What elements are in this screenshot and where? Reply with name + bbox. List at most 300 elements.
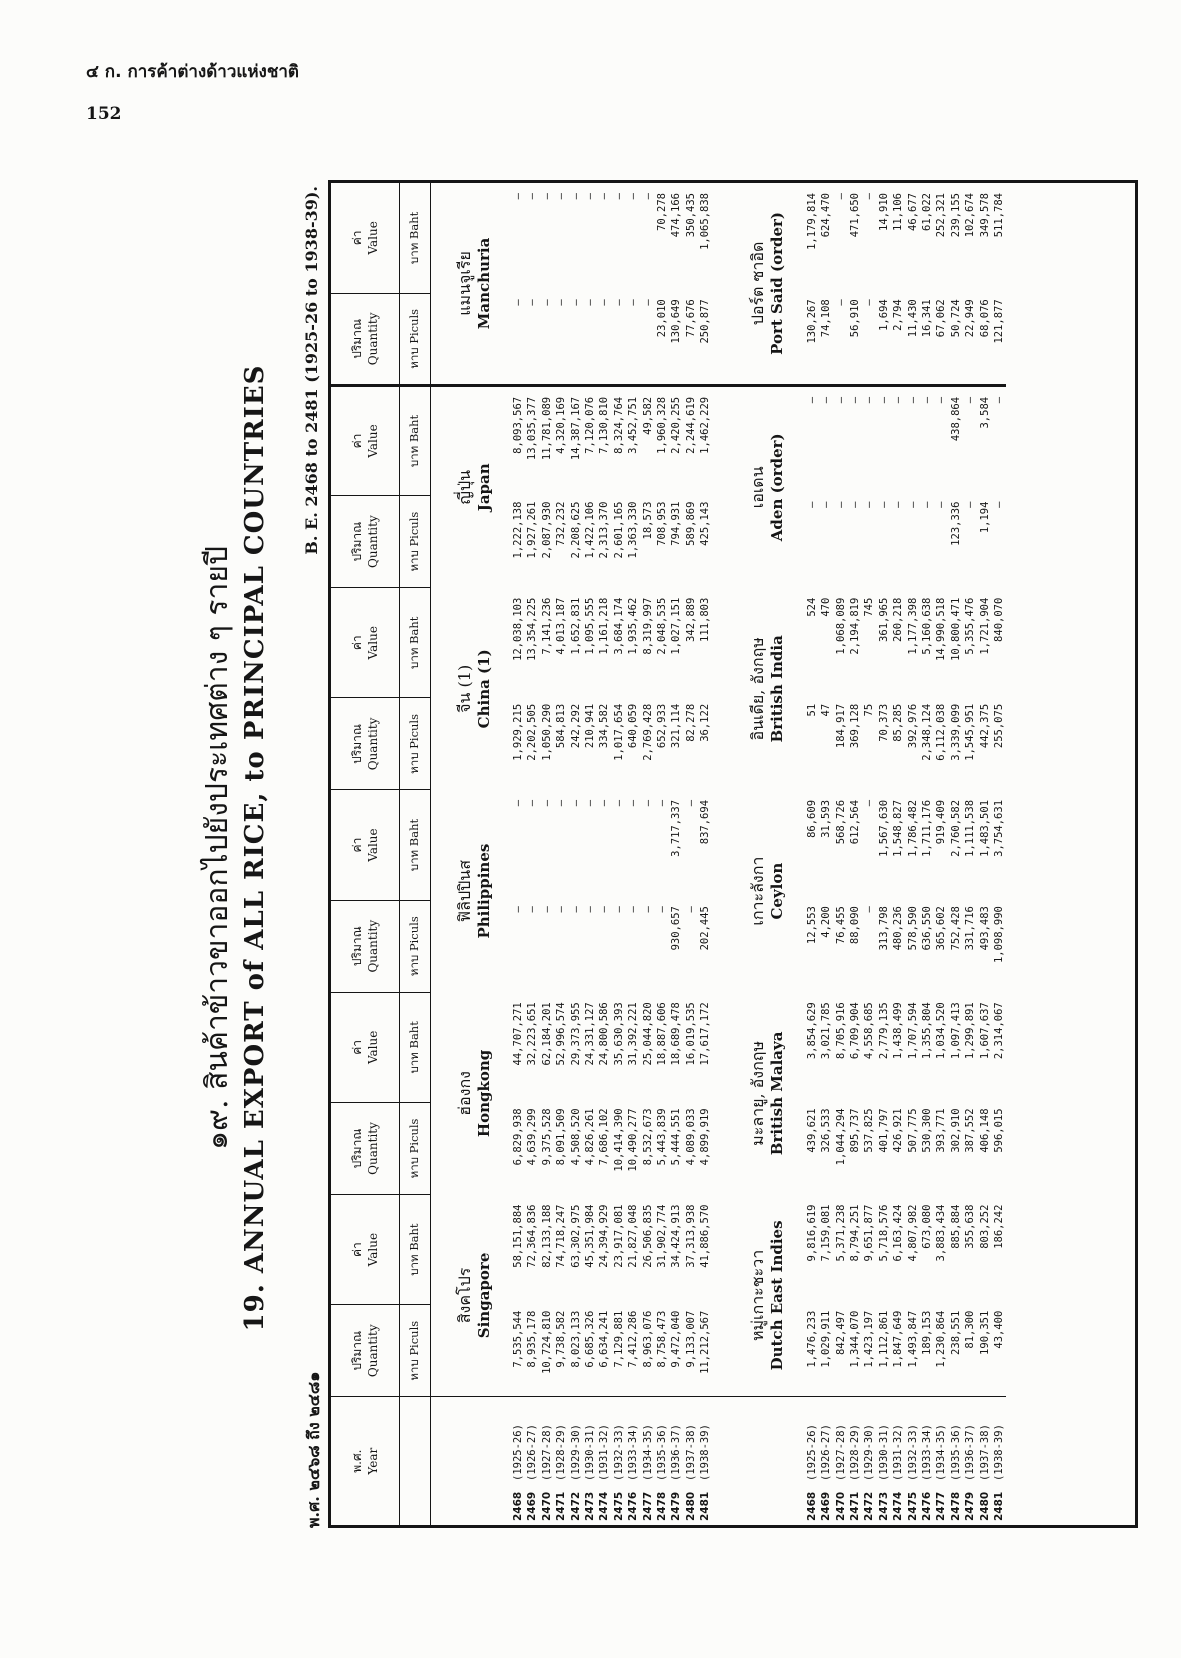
year-line bbox=[978, 1397, 992, 1525]
year-line bbox=[684, 1397, 698, 1525]
quantity-cell: 85,285 bbox=[892, 703, 905, 742]
quantity-cell: 2,087,930 bbox=[540, 501, 553, 559]
year-line bbox=[834, 1397, 848, 1525]
quantity-cell: 302,910 bbox=[949, 1108, 962, 1153]
table-body bbox=[431, 183, 1007, 1525]
value-cell: 1,095,555 bbox=[584, 597, 597, 655]
value-cell: 2,779,135 bbox=[877, 1002, 890, 1060]
spacer-cell bbox=[713, 992, 731, 1102]
value-cell: 31,392,221 bbox=[627, 1002, 640, 1066]
value-cell: 61,022 bbox=[920, 193, 933, 231]
value-cell: 673,080 bbox=[920, 1204, 933, 1249]
quantity-cell: 2,313,370 bbox=[598, 501, 611, 559]
unit-year-cell bbox=[400, 1397, 431, 1525]
quantity-cell: 184,917 bbox=[834, 703, 847, 749]
value-cell: 12,038,103 bbox=[512, 597, 524, 661]
value-cell: 745 bbox=[863, 597, 876, 617]
quantity-cell: 640,059 bbox=[627, 703, 640, 749]
quantity-cell: — bbox=[892, 501, 905, 508]
quantity-cell: 425,143 bbox=[699, 501, 712, 546]
table-frame bbox=[328, 180, 1138, 1528]
value-cell: — bbox=[964, 396, 977, 404]
quantity-cell: — bbox=[512, 299, 524, 306]
value-cell: 1,721,904 bbox=[978, 597, 991, 655]
value-cell: 86,609 bbox=[805, 799, 818, 838]
quantity-cell: 652,933 bbox=[656, 703, 669, 749]
year-line bbox=[626, 1397, 640, 1525]
country-row bbox=[437, 183, 511, 1525]
unit-baht: บาท Baht bbox=[400, 385, 431, 495]
quantity-cell: 36,122 bbox=[699, 703, 712, 742]
quantity-cell: 537,825 bbox=[863, 1108, 876, 1153]
value-cell: 511,784 bbox=[992, 193, 1005, 238]
country-name-en: Singapore bbox=[474, 1252, 493, 1339]
value-cell: — bbox=[684, 799, 697, 807]
country-name-en: Japan bbox=[474, 463, 493, 512]
value-cell: 111,803 bbox=[699, 597, 712, 642]
quantity-cell: 708,953 bbox=[656, 501, 669, 546]
quantity-header-en: Quantity bbox=[366, 717, 380, 771]
value-cell: 1,161,218 bbox=[598, 597, 611, 655]
value-header-th: ค่า bbox=[349, 635, 364, 651]
value-cell: 1,299,891 bbox=[964, 1002, 977, 1060]
quantity-cell: 2,794 bbox=[892, 299, 905, 331]
value-cell: — bbox=[526, 799, 539, 807]
year-ce: (1928-29) bbox=[555, 1424, 568, 1481]
quantity-cell: 250,877 bbox=[699, 299, 712, 344]
year-ce: (1938-39) bbox=[992, 1424, 1005, 1481]
value-cell: 1,097,413 bbox=[949, 1002, 962, 1060]
quantity-cell: 82,278 bbox=[684, 703, 697, 742]
year-be: 2473 bbox=[584, 1491, 597, 1521]
value-cell: 885,884 bbox=[949, 1204, 962, 1249]
year-line bbox=[612, 1397, 626, 1525]
quantity-cell: 334,582 bbox=[598, 703, 611, 749]
quantity-column bbox=[511, 1305, 713, 1397]
quantity-cell: 51 bbox=[805, 703, 818, 717]
value-header-en: Value bbox=[366, 1232, 380, 1267]
year-be: 2474 bbox=[598, 1491, 611, 1521]
quantity-column bbox=[805, 496, 1007, 588]
quantity-cell: — bbox=[612, 299, 625, 306]
quantity-cell: 794,931 bbox=[670, 501, 683, 546]
value-cell: — bbox=[540, 799, 553, 807]
value-cell: 1,111,538 bbox=[964, 799, 977, 857]
quantity-cell: 22,949 bbox=[964, 299, 977, 338]
value-cell: 17,617,172 bbox=[699, 1002, 712, 1066]
country-name-en: Philippines bbox=[474, 843, 493, 939]
year-ce: (1927-28) bbox=[834, 1424, 847, 1481]
year-be: 2481 bbox=[992, 1491, 1005, 1521]
value-cell: 4,807,982 bbox=[906, 1204, 919, 1262]
value-cell: 14,387,167 bbox=[569, 396, 582, 461]
value-cell: 31,593 bbox=[820, 799, 833, 838]
country-name-en: Aden (order) bbox=[768, 433, 787, 542]
spacer-cell bbox=[713, 385, 731, 495]
value-cell: 524 bbox=[805, 597, 818, 617]
spacer-cell bbox=[713, 496, 731, 588]
value-cell: 6,163,424 bbox=[892, 1204, 905, 1262]
quantity-header-th: ปริมาณ bbox=[349, 1330, 364, 1371]
value-cell: 62,184,201 bbox=[540, 1002, 553, 1066]
quantity-cell: 584,813 bbox=[555, 703, 568, 749]
year-ce: (1925-26) bbox=[512, 1424, 524, 1481]
spacer-row bbox=[713, 183, 731, 1525]
quantity-column bbox=[511, 1102, 713, 1194]
quantity-cell: 5,443,839 bbox=[656, 1108, 669, 1166]
quantity-cell: 1,029,911 bbox=[820, 1310, 833, 1368]
year-be: 2477 bbox=[641, 1491, 654, 1521]
year-ce: (1929-30) bbox=[569, 1424, 582, 1481]
quantity-cell: — bbox=[992, 501, 1005, 508]
quantity-cell: 732,232 bbox=[555, 501, 568, 546]
value-cell: 474,166 bbox=[670, 193, 683, 238]
country-name-cell bbox=[437, 588, 511, 790]
quantity-cell: — bbox=[598, 906, 611, 913]
country-name-cell bbox=[731, 183, 805, 385]
year-be: 2472 bbox=[569, 1491, 582, 1521]
unit-piculs: หาบ Piculs bbox=[400, 1102, 431, 1194]
quantity-cell: 9,472,040 bbox=[670, 1310, 683, 1368]
value-cell: — bbox=[656, 799, 669, 807]
value-cell: 5,160,638 bbox=[920, 597, 933, 655]
unit-baht: บาท Baht bbox=[400, 1195, 431, 1305]
quantity-cell: 1,422,106 bbox=[584, 501, 597, 559]
quantity-cell: 636,550 bbox=[920, 906, 933, 951]
value-column bbox=[805, 385, 1007, 495]
quantity-cell: — bbox=[569, 299, 582, 306]
year-ce: (1932-33) bbox=[906, 1424, 919, 1481]
quantity-cell: 6,112,038 bbox=[935, 703, 948, 761]
quantity-cell: — bbox=[834, 501, 847, 508]
quantity-cell: 1,344,070 bbox=[848, 1310, 861, 1368]
quantity-cell: 1,017,654 bbox=[612, 703, 625, 761]
quantity-cell: 313,798 bbox=[877, 906, 890, 951]
value-cell: 1,355,804 bbox=[920, 1002, 933, 1060]
value-cell: 13,035,377 bbox=[526, 396, 539, 461]
value-cell: 3,754,631 bbox=[992, 799, 1005, 857]
value-cell: 438,864 bbox=[949, 396, 962, 442]
quantity-cell: 1,230,864 bbox=[935, 1310, 948, 1368]
quantity-cell: 123,336 bbox=[949, 501, 962, 546]
value-cell: 11,781,089 bbox=[540, 396, 553, 461]
unit-row bbox=[400, 183, 431, 1525]
value-header-th: ค่า bbox=[349, 1039, 364, 1055]
value-cell: 361,965 bbox=[877, 597, 890, 642]
country-name-th: ฮ่องกง bbox=[454, 1071, 474, 1116]
value-cell: 9,816,619 bbox=[805, 1204, 818, 1262]
quantity-header bbox=[331, 496, 400, 588]
quantity-cell: 1,927,261 bbox=[526, 501, 539, 559]
quantity-cell: 8,963,076 bbox=[641, 1310, 654, 1368]
unit-baht: บาท Baht bbox=[400, 790, 431, 900]
value-cell: 470 bbox=[820, 597, 833, 617]
page-number: 152 bbox=[86, 104, 122, 124]
quantity-cell: 10,724,810 bbox=[540, 1310, 553, 1374]
value-cell: 3,452,751 bbox=[627, 396, 640, 454]
value-cell: — bbox=[863, 396, 876, 404]
year-line bbox=[934, 1397, 948, 1525]
quantity-cell: 7,412,286 bbox=[627, 1310, 640, 1368]
value-cell: 1,548,827 bbox=[892, 799, 905, 857]
value-cell: — bbox=[641, 799, 654, 807]
value-cell: 1,707,594 bbox=[906, 1002, 919, 1060]
quantity-cell: — bbox=[555, 906, 568, 913]
value-cell: 11,106 bbox=[892, 193, 905, 231]
value-cell: 3,584 bbox=[978, 396, 991, 429]
quantity-cell: — bbox=[863, 501, 876, 508]
quantity-cell: 6,829,938 bbox=[512, 1108, 524, 1166]
quantity-cell: 255,075 bbox=[992, 703, 1005, 749]
quantity-cell: 1,112,861 bbox=[877, 1310, 890, 1368]
quantity-cell: 4,200 bbox=[820, 906, 833, 938]
quantity-column bbox=[805, 698, 1007, 790]
value-header bbox=[331, 790, 400, 900]
value-header-th: ค่า bbox=[349, 433, 364, 449]
year-line bbox=[848, 1397, 862, 1525]
year-be: 2472 bbox=[863, 1491, 876, 1521]
quantity-cell: 3,339,099 bbox=[949, 703, 962, 761]
value-cell: — bbox=[627, 193, 640, 200]
year-ce: (1935-36) bbox=[656, 1424, 669, 1481]
value-header-en: Value bbox=[366, 424, 380, 458]
spacer-cell bbox=[713, 1102, 731, 1194]
spacer-cell bbox=[713, 1397, 731, 1525]
value-cell: 342,889 bbox=[684, 597, 697, 642]
value-cell: — bbox=[612, 193, 625, 200]
value-cell: 23,917,081 bbox=[612, 1204, 625, 1268]
quantity-header-en: Quantity bbox=[366, 515, 380, 568]
year-ce: (1938-39) bbox=[699, 1424, 712, 1481]
quantity-cell: 210,941 bbox=[584, 703, 597, 749]
quantity-cell: — bbox=[555, 299, 568, 306]
year-ce: (1936-37) bbox=[670, 1424, 683, 1481]
value-cell: 239,155 bbox=[949, 193, 962, 238]
quantity-cell: 7,535,544 bbox=[512, 1310, 524, 1368]
quantity-header-th: ปริมาณ bbox=[349, 723, 364, 764]
quantity-cell: — bbox=[863, 906, 876, 913]
country-name-cell bbox=[437, 790, 511, 992]
value-cell: 1,027,151 bbox=[670, 597, 683, 655]
year-line bbox=[949, 1397, 963, 1525]
quantity-cell: 2,769,428 bbox=[641, 703, 654, 761]
quantity-cell: — bbox=[627, 906, 640, 913]
value-cell: 2,314,067 bbox=[992, 1002, 1005, 1060]
value-cell: 4,558,685 bbox=[863, 1002, 876, 1060]
spacer-cell bbox=[713, 900, 731, 992]
value-cell: 1,065,838 bbox=[699, 193, 712, 250]
year-line bbox=[597, 1397, 611, 1525]
value-cell: 612,564 bbox=[848, 799, 861, 845]
quantity-cell: 439,621 bbox=[805, 1108, 818, 1153]
quantity-cell: 67,062 bbox=[935, 299, 948, 338]
value-cell: 14,990,518 bbox=[935, 597, 948, 661]
value-cell: 568,726 bbox=[834, 799, 847, 845]
value-cell: — bbox=[512, 799, 524, 807]
quantity-cell: 76,455 bbox=[834, 906, 847, 945]
quantity-cell: — bbox=[598, 299, 611, 306]
quantity-cell: — bbox=[935, 501, 948, 508]
value-cell: 18,689,478 bbox=[670, 1002, 683, 1066]
value-cell: 1,068,089 bbox=[834, 597, 847, 655]
quantity-cell: 1,044,294 bbox=[834, 1108, 847, 1166]
value-cell: 3,883,434 bbox=[935, 1204, 948, 1262]
value-cell: 8,093,567 bbox=[512, 396, 524, 454]
quantity-cell: 8,091,509 bbox=[555, 1108, 568, 1166]
year-be: 2481 bbox=[699, 1491, 712, 1521]
quantity-cell: 7,686,102 bbox=[598, 1108, 611, 1166]
year-line bbox=[891, 1397, 905, 1525]
quantity-cell: 752,428 bbox=[949, 906, 962, 951]
value-cell: — bbox=[834, 193, 847, 200]
value-column bbox=[805, 588, 1007, 698]
data-row bbox=[511, 183, 713, 1525]
year-line bbox=[698, 1397, 712, 1525]
country-name-th: ฟิลิปปินส bbox=[454, 860, 474, 923]
quantity-cell: 8,023,133 bbox=[569, 1310, 582, 1368]
value-header-en: Value bbox=[366, 828, 380, 862]
value-cell: — bbox=[612, 799, 625, 807]
value-cell: 5,718,576 bbox=[877, 1204, 890, 1262]
quantity-cell: 2,202,505 bbox=[526, 703, 539, 761]
quantity-cell: 369,128 bbox=[848, 703, 861, 749]
value-cell: 919,409 bbox=[935, 799, 948, 845]
value-cell: 1,652,831 bbox=[569, 597, 582, 655]
year-be: 2469 bbox=[820, 1491, 833, 1521]
country-name-th: หมู่เกาะชะวา bbox=[748, 1249, 768, 1342]
year-ce: (1926-27) bbox=[820, 1424, 833, 1481]
quantity-cell: — bbox=[641, 299, 654, 306]
country-name-en: Manchuria bbox=[474, 237, 493, 330]
quantity-cell: — bbox=[656, 906, 669, 913]
value-cell: 3,684,174 bbox=[612, 597, 625, 655]
quantity-cell: 81,300 bbox=[964, 1310, 977, 1349]
quantity-cell: 18,573 bbox=[641, 501, 654, 540]
year-be: 2468 bbox=[512, 1491, 524, 1521]
quantity-cell: 1,423,197 bbox=[863, 1310, 876, 1368]
year-be: 2469 bbox=[526, 1491, 539, 1521]
rice-export-table bbox=[331, 183, 1006, 1525]
quantity-cell: 2,348,124 bbox=[920, 703, 933, 761]
value-cell: 24,394,929 bbox=[598, 1204, 611, 1268]
year-ce: (1934-35) bbox=[935, 1424, 948, 1481]
value-column bbox=[511, 790, 713, 900]
data-row bbox=[805, 183, 1007, 1525]
country-name-th: มะลายู, อังกฤษ bbox=[748, 1040, 768, 1146]
value-header bbox=[331, 183, 400, 293]
quantity-cell: 4,508,520 bbox=[569, 1108, 582, 1166]
quantity-cell: 589,869 bbox=[684, 501, 697, 546]
value-cell: 350,435 bbox=[684, 193, 697, 238]
value-cell: 803,252 bbox=[978, 1204, 991, 1249]
header-row bbox=[331, 183, 400, 1525]
value-header-th: ค่า bbox=[349, 1242, 364, 1257]
year-line bbox=[641, 1397, 655, 1525]
quantity-cell: 507,775 bbox=[906, 1108, 919, 1153]
quantity-cell: 70,373 bbox=[877, 703, 890, 742]
quantity-cell: — bbox=[863, 299, 876, 306]
year-header-en: Year bbox=[366, 1447, 380, 1475]
quantity-cell: 387,552 bbox=[964, 1108, 977, 1153]
quantity-cell: 75 bbox=[863, 703, 876, 717]
year-line bbox=[963, 1397, 977, 1525]
year-ce: (1937-38) bbox=[978, 1424, 991, 1481]
year-ce: (1928-29) bbox=[848, 1424, 861, 1481]
country-name-en: Hongkong bbox=[474, 1049, 493, 1138]
country-name-th: เกาะลังกา bbox=[748, 856, 768, 926]
value-cell: 7,120,076 bbox=[584, 396, 597, 454]
country-name-en: Dutch East Indies bbox=[768, 1220, 787, 1371]
quantity-cell: 11,212,567 bbox=[699, 1310, 712, 1374]
value-cell: — bbox=[526, 193, 539, 200]
country-name-th: แมนจูเรีย bbox=[454, 251, 474, 316]
unit-baht: บาท Baht bbox=[400, 992, 431, 1102]
quantity-cell: 393,771 bbox=[935, 1108, 948, 1153]
quantity-column bbox=[511, 900, 713, 992]
country-name-en: China (1) bbox=[474, 649, 493, 729]
value-header bbox=[331, 992, 400, 1102]
quantity-cell: — bbox=[834, 299, 847, 306]
value-cell: 29,373,955 bbox=[569, 1002, 582, 1066]
quantity-cell: 68,076 bbox=[978, 299, 991, 338]
rotated-table-page bbox=[190, 168, 1150, 1528]
value-header-th: ค่า bbox=[349, 837, 364, 853]
quantity-cell: 47 bbox=[820, 703, 833, 717]
value-cell: 186,242 bbox=[992, 1204, 1005, 1249]
unit-piculs: หาบ Piculs bbox=[400, 900, 431, 992]
value-cell: 21,827,048 bbox=[627, 1204, 640, 1268]
country-name-cell bbox=[731, 588, 805, 790]
quantity-cell: 8,532,673 bbox=[641, 1108, 654, 1166]
value-cell: 3,021,785 bbox=[820, 1002, 833, 1060]
spacer-cell bbox=[713, 588, 731, 698]
quantity-cell: 442,375 bbox=[978, 703, 991, 749]
value-cell: 1,179,814 bbox=[805, 193, 818, 250]
value-cell: 49,582 bbox=[641, 396, 654, 435]
value-header bbox=[331, 1195, 400, 1305]
quantity-header bbox=[331, 1102, 400, 1194]
value-column bbox=[511, 385, 713, 495]
quantity-cell: — bbox=[805, 501, 818, 508]
value-cell: 7,159,081 bbox=[820, 1204, 833, 1262]
quantity-cell: 1,098,990 bbox=[992, 906, 1005, 964]
country-year-cell bbox=[731, 1397, 805, 1525]
quantity-header-th: ปริมาณ bbox=[349, 521, 364, 562]
value-cell: 72,364,836 bbox=[526, 1204, 539, 1268]
quantity-cell: 7,129,881 bbox=[612, 1310, 625, 1368]
quantity-cell: 10,414,390 bbox=[612, 1108, 625, 1172]
value-cell: — bbox=[584, 193, 597, 200]
year-ce: (1937-38) bbox=[684, 1424, 697, 1481]
value-cell: 1,177,398 bbox=[906, 597, 919, 655]
year-be: 2474 bbox=[892, 1491, 905, 1521]
value-cell: 70,278 bbox=[656, 193, 669, 231]
value-cell: 4,013,187 bbox=[555, 597, 568, 655]
value-cell: 52,996,574 bbox=[555, 1002, 568, 1066]
year-column bbox=[805, 1397, 1007, 1525]
value-cell: 2,194,819 bbox=[848, 597, 861, 655]
value-cell: — bbox=[920, 396, 933, 404]
year-header-th: พ.ศ. bbox=[349, 1449, 364, 1473]
quantity-cell: 11,430 bbox=[906, 299, 919, 338]
country-name-cell bbox=[731, 992, 805, 1194]
unit-baht: บาท Baht bbox=[400, 183, 431, 293]
value-cell: 8,794,251 bbox=[848, 1204, 861, 1262]
spacer-cell bbox=[713, 1305, 731, 1397]
country-name-th: ปอร์ต ซาอิด bbox=[748, 241, 768, 326]
year-be: 2476 bbox=[627, 1491, 640, 1521]
quantity-cell: 406,148 bbox=[978, 1108, 991, 1153]
